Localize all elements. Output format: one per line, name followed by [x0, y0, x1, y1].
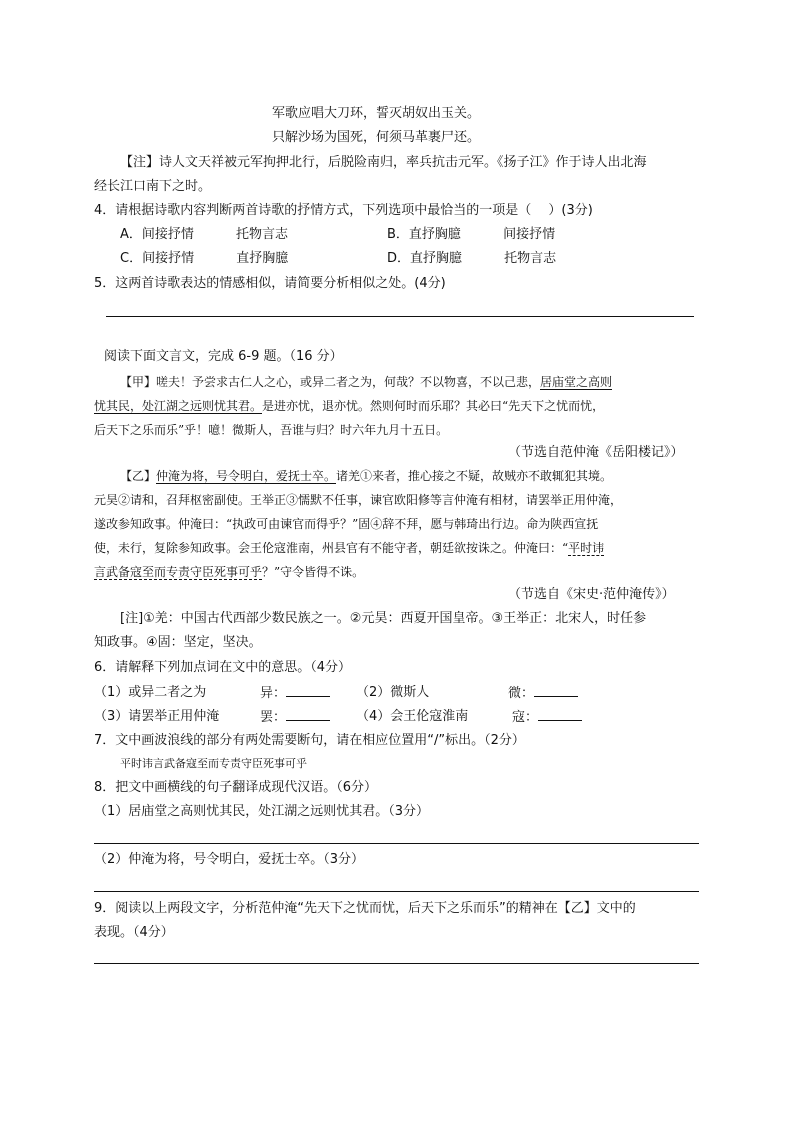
q9-answer-line[interactable] — [94, 963, 699, 964]
option-label: A．间接抒情 — [120, 227, 194, 242]
question-6-stem: 6．请解释下列加点词在文中的意思。（4分） — [94, 660, 352, 675]
yi-source: （节选自《宋史·范仲淹传》） — [508, 587, 675, 602]
jia-line-1 — [120, 372, 612, 392]
yi-text: 使，未行，复除参知政事。会王伦寇淮南，州县官有不能守者，朝廷欲按诛之。仲淹曰：“ — [94, 541, 569, 555]
q6-phrase: （3）请罢举正用仲淹 — [94, 709, 220, 724]
q6-item-2-answer[interactable] — [508, 683, 578, 704]
q4-option-d[interactable] — [387, 249, 556, 269]
q6-item-4-answer[interactable] — [512, 707, 582, 728]
poem-line-2: 只解沙场为国死，何须马革裹尸还。 — [272, 130, 481, 145]
yi-text: 【乙】 — [120, 469, 157, 483]
q6-item-1-answer[interactable] — [260, 683, 330, 704]
yi-wavy-underlined: 平时讳 — [568, 541, 605, 555]
q6-item-3 — [94, 707, 219, 727]
q6-word: 罢： — [260, 710, 287, 725]
q8-answer-line-2[interactable] — [94, 891, 699, 892]
answer-blank[interactable] — [286, 683, 330, 697]
yi-line-3: 遂改参知政事。仲淹曰：“执政可由谏官而得乎？”固④辞不拜，愿与韩琦出行边。命为陕西宣抚 — [94, 517, 599, 531]
q6-phrase: （4）会王伦寇淮南 — [356, 709, 469, 724]
jia-text: 是进亦忧，退亦忧。然则何时而乐耶？其必曰“先天下之忧而忧， — [262, 399, 605, 413]
q8-answer-line-1[interactable] — [94, 843, 699, 844]
q4-option-b[interactable] — [387, 225, 555, 245]
option-label: B．直抒胸臆 — [387, 227, 461, 242]
yi-line-4 — [94, 538, 604, 558]
jia-source: （节选自范仲淹《岳阳楼记》） — [508, 445, 684, 460]
yi-line-5 — [94, 562, 364, 582]
poem-line-1: 军歌应唱大刀环，誓灭胡奴出玉关。 — [272, 106, 481, 121]
option-label: C．间接抒情 — [120, 251, 195, 266]
option-second: 间接抒情 — [503, 227, 556, 242]
yi-underlined: 仲淹为将，号令明白，爱抚士卒。 — [156, 469, 337, 483]
q6-phrase: （1）或异二者之为 — [94, 685, 207, 700]
poem-note-line-2: 经长江口南下之时。 — [94, 179, 212, 194]
answer-blank[interactable] — [538, 707, 582, 721]
q6-word: 寇： — [512, 710, 539, 725]
q4-option-a[interactable] — [120, 225, 288, 245]
q6-phrase: （2）微斯人 — [356, 685, 430, 700]
q6-word: 微： — [508, 686, 535, 701]
yi-text: 诸羌①来者，推心接之不疑，故贼亦不敢辄犯其境。 — [336, 469, 613, 483]
yi-line-1 — [120, 466, 612, 486]
q8-sentence-2: （2）仲淹为将，号令明白，爱抚士卒。（3分） — [94, 852, 365, 867]
q4-option-c[interactable] — [120, 249, 288, 269]
jia-line-2 — [94, 396, 604, 416]
question-9-stem-line-1: 9．阅读以上两段文字，分析范仲淹“先天下之忧而忧，后天下之乐而乐”的精神在【乙】文中的 — [94, 901, 636, 916]
q6-item-3-answer[interactable] — [260, 707, 330, 728]
yi-line-2: 元昊②请和，召拜枢密副使。王举正③懦默不任事，谏官欧阳修等言仲淹有相材，请罢举正用仲淹， — [94, 493, 623, 507]
q6-word: 异： — [260, 686, 287, 701]
q8-sentence-1: （1）居庙堂之高则忧其民，处江湖之远则忧其君。（3分） — [94, 804, 430, 819]
option-label: D．直抒胸臆 — [387, 251, 463, 266]
q6-item-4 — [356, 707, 468, 727]
jia-underlined: 忧其民，处江湖之远则忧其君。 — [94, 399, 263, 413]
option-second: 直抒胸臆 — [236, 251, 289, 266]
question-4-stem: 4．请根据诗歌内容判断两首诗歌的抒情方式，下列选项中最恰当的一项是（ ）(3分) — [94, 203, 593, 218]
poem-note-line-1: 【注】诗人文天祥被元军拘押北行，后脱险南归，率兵抗击元军。《扬子江》作于诗人出北海 — [120, 155, 647, 170]
answer-blank[interactable] — [534, 683, 578, 697]
question-7-stem: 7．文中画波浪线的部分有两处需要断句，请在相应位置用“/”标出。（2分） — [94, 733, 525, 748]
footnote-line-1: [注]①羌：中国古代西部少数民族之一。②元昊：西夏开国皇帝。③王举正：北宋人，时任参 — [120, 611, 647, 626]
footnote-line-2: 知政事。④固：坚定，坚决。 — [94, 635, 262, 650]
yi-wavy-underlined: 言武备寇至而专责守臣死事可乎 — [94, 565, 263, 579]
q6-item-1 — [94, 683, 206, 703]
jia-underlined: 居庙堂之高则 — [540, 375, 613, 389]
option-second: 托物言志 — [236, 227, 289, 242]
jia-line-3: 后天下之乐而乐”乎！噫！微斯人，吾谁与归？时六年九月十五日。 — [94, 423, 449, 437]
jia-text: 【甲】嗟夫！予尝求古仁人之心，或异二者之为，何哉？不以物喜，不以己悲， — [120, 375, 541, 389]
question-5-stem: 5．这两首诗歌表达的情感相似，请简要分析相似之处。(4分) — [94, 276, 446, 291]
question-9-stem-line-2: 表现。（4分） — [94, 925, 174, 940]
option-second: 托物言志 — [504, 251, 557, 266]
question-8-stem: 8．把文中画横线的句子翻译成现代汉语。（6分） — [94, 780, 378, 795]
q6-item-2 — [356, 683, 429, 703]
yi-text: ？”守令皆得不诛。 — [262, 565, 365, 579]
reading-intro: 阅读下面文言文，完成 6-9 题。（16 分） — [104, 349, 343, 364]
answer-blank[interactable] — [286, 707, 330, 721]
q7-text[interactable]: 平时讳言武备寇至而专责守臣死事可乎 — [120, 757, 307, 770]
q5-answer-line[interactable] — [106, 316, 694, 317]
